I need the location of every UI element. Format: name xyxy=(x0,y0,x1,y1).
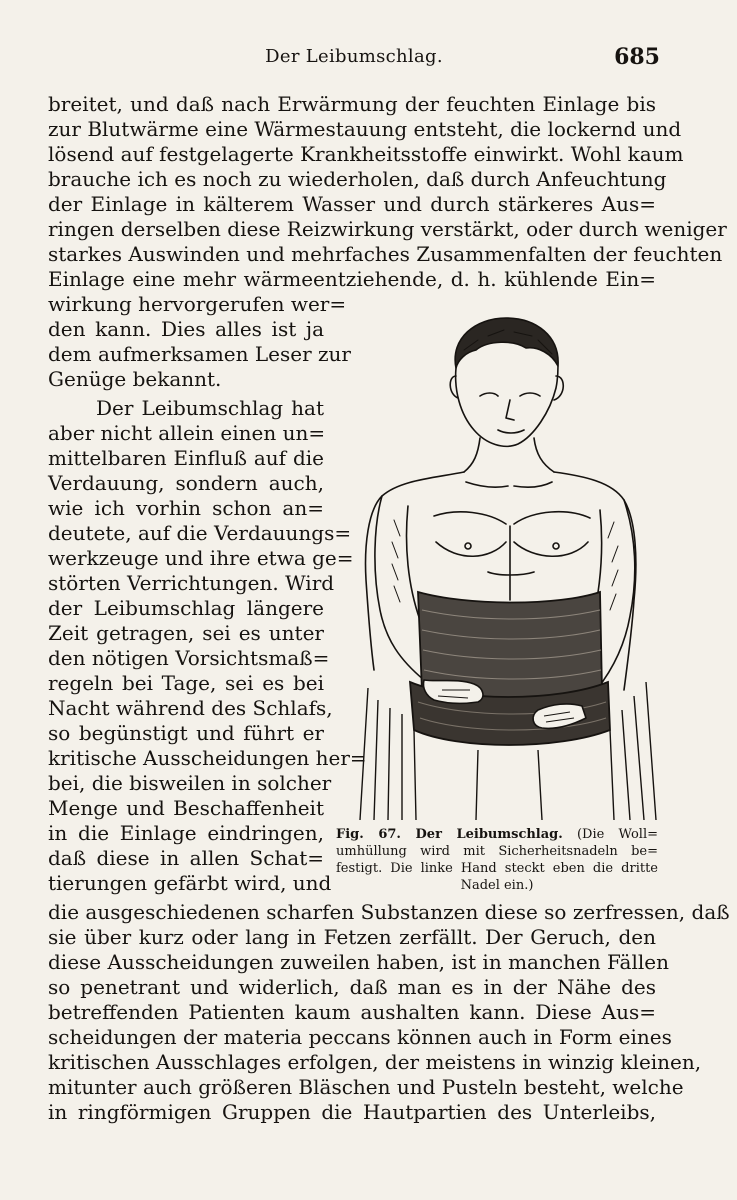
text-line: mittelbaren Einfluß auf die xyxy=(48,446,324,470)
text-line: mitunter auch größeren Bläschen und Pusteln besteht, welche xyxy=(48,1075,684,1099)
paragraph-start: Der Leibumschlag hat xyxy=(96,396,324,420)
running-title: Der Leibumschlag. xyxy=(265,46,443,67)
text-line: Nacht während des Schlafs, xyxy=(48,696,333,720)
text-line: wirkung hervorgerufen wer= xyxy=(48,292,347,316)
text-line: in die Einlage eindringen, xyxy=(48,821,324,845)
text-line: regeln bei Tage, sei es bei xyxy=(48,671,324,695)
text-line: Verdauung, sondern auch, xyxy=(48,471,324,495)
engraving-man-with-abdominal-wrap xyxy=(338,310,658,830)
text-line: brauche ich es noch zu wiederholen, daß durch Anfeuchtung xyxy=(48,167,667,191)
page-header xyxy=(48,44,660,74)
text-line: Menge und Beschaffenheit xyxy=(48,796,324,820)
text-line: störten Verrichtungen. Wird xyxy=(48,571,335,595)
text-line: tierungen gefärbt wird, und xyxy=(48,871,332,895)
text-line: scheidungen der materia peccans können auch in Form eines xyxy=(48,1025,672,1049)
text-line: bei, die bisweilen in solcher xyxy=(48,771,332,795)
caption-line: Nadel ein.) xyxy=(460,878,534,893)
caption-line: festigt. Die linke Hand steckt eben die dritte xyxy=(336,861,658,876)
text-line: aber nicht allein einen un= xyxy=(48,421,326,445)
text-line: betreffenden Patienten kaum aushalten kann. Diese Aus= xyxy=(48,1000,656,1024)
text-line: Einlage eine mehr wärmeentziehende, d. h. kühlende Ein= xyxy=(48,267,656,291)
page-number: 685 xyxy=(614,44,660,70)
text-line: ringen derselben diese Reizwirkung verstärkt, oder durch weniger xyxy=(48,217,727,241)
text-line: Genüge bekannt. xyxy=(48,367,222,391)
text-line: dem aufmerksamen Leser zur xyxy=(48,342,351,366)
text-line: so begünstigt und führt er xyxy=(48,721,324,745)
text-line: die ausgeschiedenen scharfen Substanzen diese so zerfressen, daß xyxy=(48,900,730,924)
text-line: sie über kurz oder lang in Fetzen zerfällt. Der Geruch, den xyxy=(48,925,656,949)
text-line: den nötigen Vorsichtsmaß= xyxy=(48,646,330,670)
text-line: zur Blutwärme eine Wärmestauung entsteht, die lockernd und xyxy=(48,117,682,141)
caption-line: umhüllung wird mit Sicherheitsnadeln be= xyxy=(336,844,658,859)
text-line: der Leibumschlag längere xyxy=(48,596,324,620)
figure-illustration xyxy=(338,310,658,830)
caption-label: Fig. 67. Der Leibumschlag. xyxy=(336,827,563,842)
text-line: der Einlage in kälterem Wasser und durch stärkeres Aus= xyxy=(48,192,656,216)
text-line: breitet, und daß nach Erwärmung der feuchten Einlage bis xyxy=(48,92,656,116)
text-line: kritische Ausscheidungen her= xyxy=(48,746,367,770)
text-line: lösend auf festgelagerte Krankheitsstoffe einwirkt. Wohl kaum xyxy=(48,142,684,166)
abdominal-wrap xyxy=(410,592,610,745)
text-line: daß diese in allen Schat= xyxy=(48,846,324,870)
text-line: wie ich vorhin schon an= xyxy=(48,496,324,520)
text-line: starkes Auswinden und mehrfaches Zusammenfalten der feuchten xyxy=(48,242,723,266)
text-line: diese Ausscheidungen zuweilen haben, ist in manchen Fällen xyxy=(48,950,669,974)
text-line: in ringförmigen Gruppen die Hautpartien des Unterleibs, xyxy=(48,1100,656,1124)
text-line: Zeit getragen, sei es unter xyxy=(48,621,324,645)
text-line: so penetrant und widerlich, daß man es in der Nähe des xyxy=(48,975,656,999)
text-line: deutete, auf die Verdauungs= xyxy=(48,521,352,545)
figure-caption xyxy=(336,826,658,894)
caption-text: (Die Woll= xyxy=(576,827,658,842)
caption-line xyxy=(336,826,658,843)
text-line: kritischen Ausschlages erfolgen, der meistens in winzig kleinen, xyxy=(48,1050,702,1074)
text-line: den kann. Dies alles ist ja xyxy=(48,317,324,341)
text-line: werkzeuge und ihre etwa ge= xyxy=(48,546,354,570)
